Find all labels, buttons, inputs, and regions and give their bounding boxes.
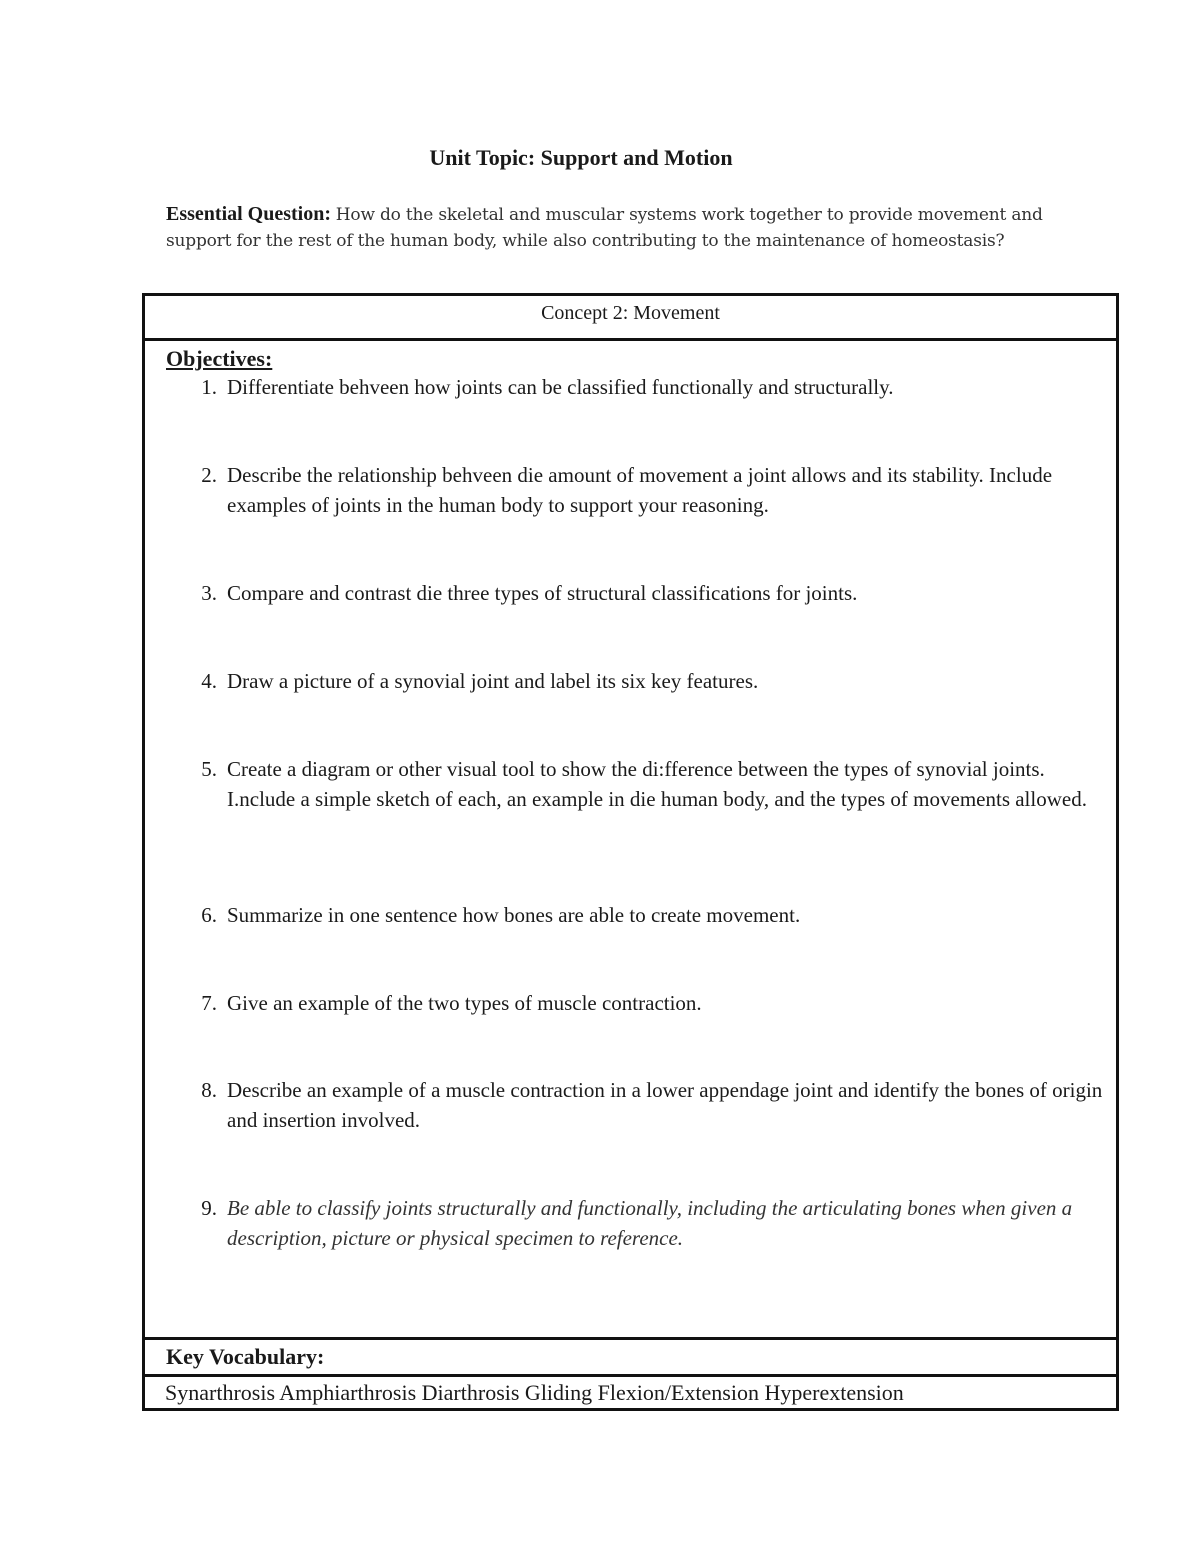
objective-text: Create a diagram or other visual tool to show the di:fference between the types of synovial joints. I.nclude a simple sketch of each, an example in die human body, and the types of movements allowed. — [227, 757, 1087, 811]
objectives-label: Objectives: — [166, 346, 273, 371]
objective-text: Draw a picture of a synovial joint and label its six key features. — [227, 669, 759, 693]
objective-text: Describe an example of a muscle contraction in a lower appendage joint and identify the bones of origin and insertion involved. — [227, 1078, 1103, 1132]
objective-number: 2. — [201, 463, 217, 487]
objective-item-2 — [185, 460, 1105, 520]
key-vocabulary-label: Key Vocabulary: — [145, 1337, 1116, 1377]
essential-question-label: Essential Question: — [166, 203, 332, 225]
objective-item-7 — [185, 988, 1105, 1018]
objective-item-8 — [185, 1075, 1105, 1135]
objective-item-6 — [185, 900, 1105, 930]
objective-number: 3. — [201, 581, 217, 605]
objective-number: 4. — [201, 669, 217, 693]
objective-text: Compare and contrast die three types of structural classifications for joints. — [227, 581, 858, 605]
objective-item-3 — [185, 578, 1105, 608]
objective-item-9 — [185, 1193, 1105, 1253]
objective-text: Summarize in one sentence how bones are able to create movement. — [227, 903, 801, 927]
objective-item-1 — [185, 372, 1105, 402]
objective-text: Be able to classify joints structurally and functionally, including the articulating bones when given a description, picture or physical specimen to reference. — [227, 1196, 1073, 1250]
objective-number: 6. — [201, 903, 217, 927]
concept-table — [142, 293, 1119, 1411]
objective-item-4 — [185, 666, 1105, 696]
objective-number: 7. — [201, 991, 217, 1015]
objective-text: Give an example of the two types of muscle contraction. — [227, 991, 702, 1015]
essential-question — [166, 201, 1046, 254]
objective-item-5 — [185, 754, 1105, 814]
objective-number: 5. — [201, 757, 217, 781]
essential-question-text: How do the skeletal and muscular systems work together to provide movement and support for the rest of the human body, while also contributing to the maintenance of homeostasis? — [166, 205, 1043, 251]
key-vocabulary-terms: Synarthrosis Amphiarthrosis Diarthrosis Gliding Flexion/Extension Hyperextension — [165, 1380, 904, 1405]
objective-text: Differentiate behveen how joints can be classified functionally and structurally. — [227, 375, 894, 399]
page-title: Unit Topic: Support and Motion — [429, 145, 733, 170]
objective-number: 1. — [201, 375, 217, 399]
concept-heading: Concept 2: Movement — [145, 296, 1116, 341]
objective-number: 9. — [201, 1196, 217, 1220]
objective-text: Describe the relationship behveen die amount of movement a joint allows and its stability. Include examples of joints in the human body to support your reasoning. — [227, 463, 1053, 517]
objective-number: 8. — [201, 1078, 217, 1102]
